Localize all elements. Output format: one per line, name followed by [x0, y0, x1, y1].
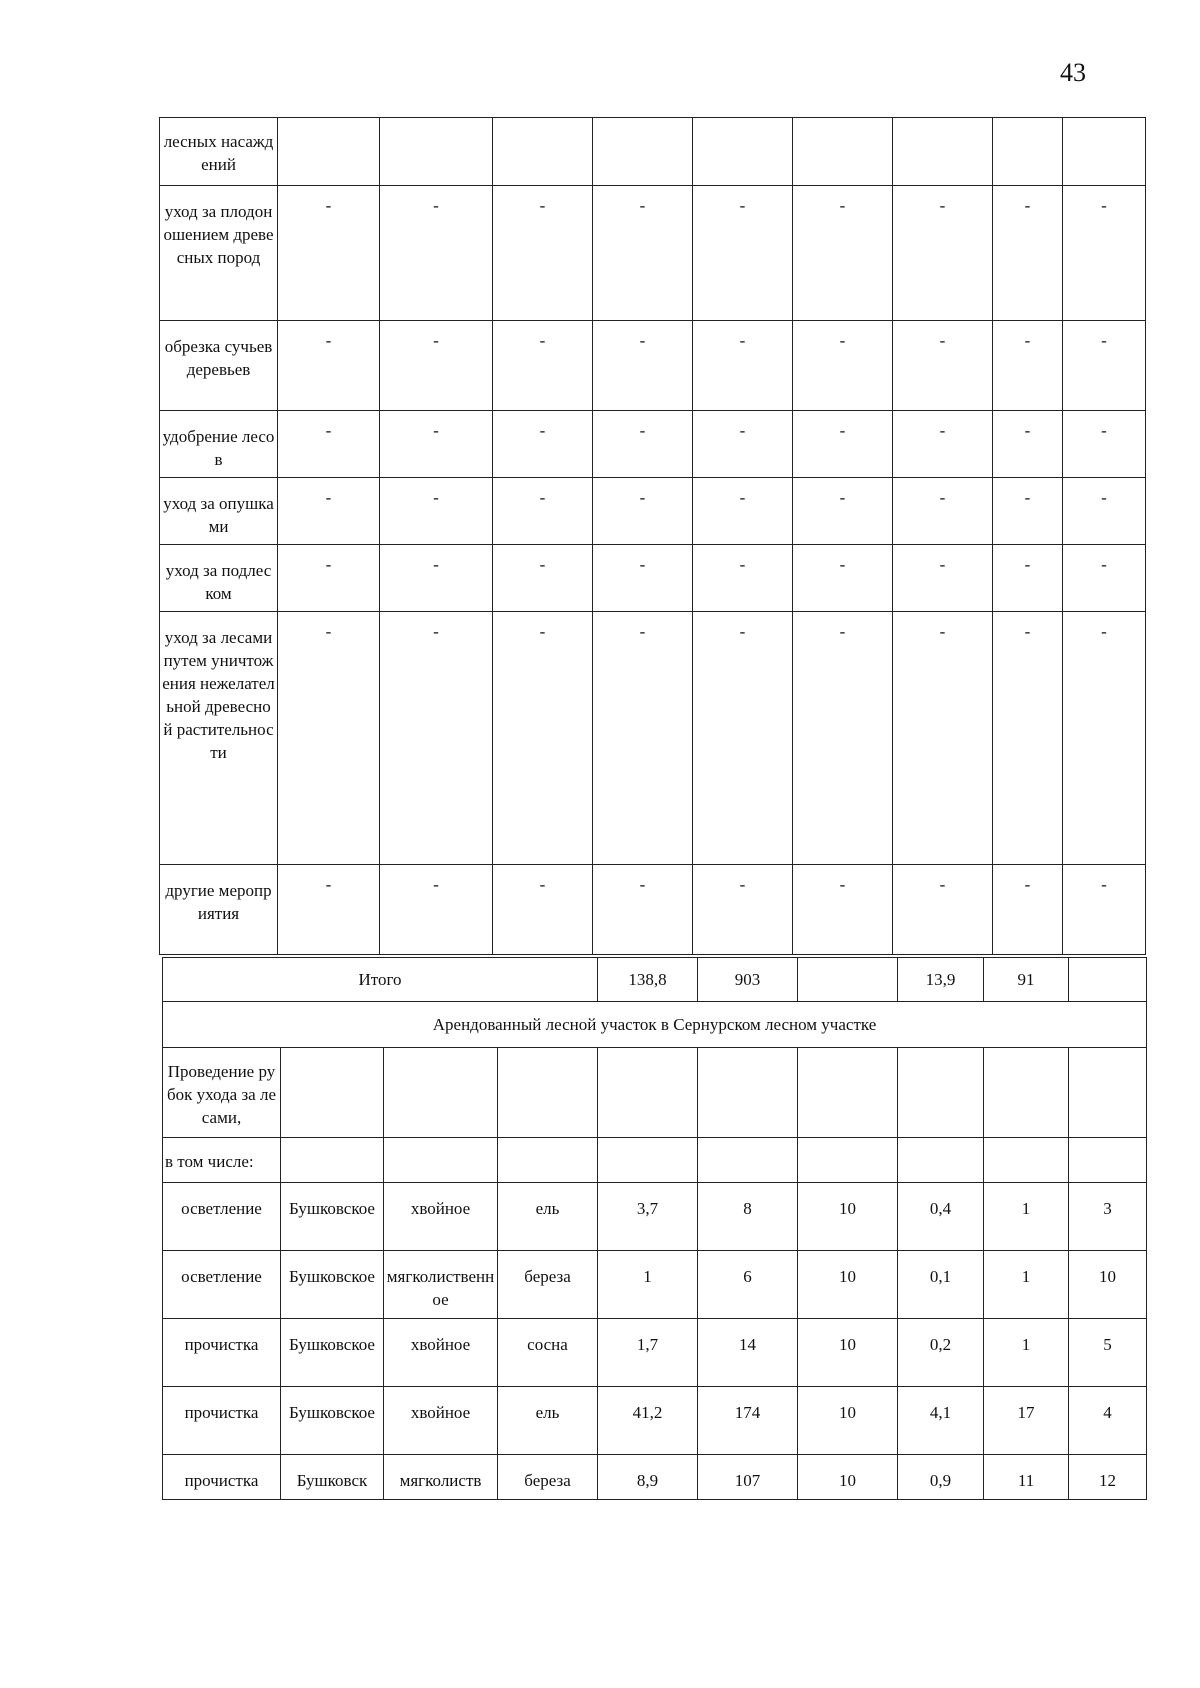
value-cell: 1 — [984, 1319, 1069, 1387]
value-cell: - — [993, 545, 1063, 612]
value-cell — [1063, 118, 1146, 186]
value-cell: 8 — [698, 1183, 798, 1251]
value-cell: 1 — [598, 1251, 698, 1319]
value-cell: - — [1063, 545, 1146, 612]
value-cell: 11 — [984, 1455, 1069, 1500]
value-cell: - — [693, 411, 793, 478]
value-cell — [278, 118, 380, 186]
total-value — [1069, 958, 1147, 1002]
tree-species: береза — [498, 1455, 598, 1500]
value-cell: - — [993, 321, 1063, 411]
value-cell: - — [1063, 612, 1146, 865]
value-cell: 0,1 — [898, 1251, 984, 1319]
species-group: хвойное — [384, 1183, 498, 1251]
section-title-row — [163, 1002, 1147, 1048]
value-cell — [498, 1048, 598, 1138]
total-value: 903 — [698, 958, 798, 1002]
measure-label: обрезка сучьев деревьев — [160, 321, 278, 411]
tree-species: ель — [498, 1387, 598, 1455]
value-cell: - — [278, 321, 380, 411]
forestry-name: Бушковское — [281, 1251, 384, 1319]
lease-table — [162, 957, 1147, 1500]
value-cell: - — [593, 612, 693, 865]
value-cell: - — [793, 545, 893, 612]
value-cell: - — [893, 411, 993, 478]
value-cell: 8,9 — [598, 1455, 698, 1500]
value-cell: 6 — [698, 1251, 798, 1319]
value-cell: - — [380, 186, 493, 321]
table-row — [160, 321, 1146, 411]
value-cell: - — [380, 612, 493, 865]
value-cell — [1069, 1138, 1147, 1183]
thinning-type: прочистка — [163, 1319, 281, 1387]
measures-table — [159, 117, 1146, 955]
value-cell — [493, 118, 593, 186]
value-cell — [593, 118, 693, 186]
value-cell: 10 — [798, 1387, 898, 1455]
value-cell — [898, 1048, 984, 1138]
value-cell: - — [278, 612, 380, 865]
value-cell: - — [893, 321, 993, 411]
table-row — [160, 118, 1146, 186]
table-row — [163, 1048, 1147, 1138]
value-cell: - — [1063, 411, 1146, 478]
value-cell: - — [593, 321, 693, 411]
value-cell — [384, 1138, 498, 1183]
value-cell: 0,2 — [898, 1319, 984, 1387]
table-row — [163, 1387, 1147, 1455]
value-cell: 1 — [984, 1251, 1069, 1319]
total-value: 91 — [984, 958, 1069, 1002]
value-cell: - — [278, 545, 380, 612]
table-row — [163, 1183, 1147, 1251]
species-group: хвойное — [384, 1387, 498, 1455]
value-cell — [380, 118, 493, 186]
tree-species: береза — [498, 1251, 598, 1319]
value-cell: - — [893, 186, 993, 321]
table-row — [160, 478, 1146, 545]
measure-label: уход за подлеском — [160, 545, 278, 612]
table-row — [160, 411, 1146, 478]
value-cell — [798, 1048, 898, 1138]
measure-label: в том числе: — [163, 1138, 281, 1183]
thinning-type: прочистка — [163, 1387, 281, 1455]
value-cell — [698, 1048, 798, 1138]
total-row — [163, 958, 1147, 1002]
value-cell: - — [493, 545, 593, 612]
species-group: мягколиственное — [384, 1251, 498, 1319]
value-cell: 3 — [1069, 1183, 1147, 1251]
value-cell: - — [493, 478, 593, 545]
value-cell: 17 — [984, 1387, 1069, 1455]
value-cell: - — [793, 612, 893, 865]
value-cell: - — [593, 545, 693, 612]
value-cell: - — [793, 321, 893, 411]
value-cell — [898, 1138, 984, 1183]
value-cell: - — [593, 411, 693, 478]
value-cell — [598, 1048, 698, 1138]
value-cell: 10 — [798, 1319, 898, 1387]
measure-label: уход за лесами путем уничтожения нежелательной древесной растительности — [160, 612, 278, 865]
value-cell: 10 — [1069, 1251, 1147, 1319]
value-cell: - — [1063, 865, 1146, 955]
value-cell — [384, 1048, 498, 1138]
value-cell: - — [278, 186, 380, 321]
value-cell: - — [380, 865, 493, 955]
value-cell — [598, 1138, 698, 1183]
value-cell: 5 — [1069, 1319, 1147, 1387]
value-cell — [1069, 1048, 1147, 1138]
value-cell: 107 — [698, 1455, 798, 1500]
value-cell: - — [1063, 321, 1146, 411]
value-cell — [984, 1138, 1069, 1183]
page-number: 43 — [1060, 58, 1086, 87]
section-title: Арендованный лесной участок в Сернурском лесном участке — [163, 1002, 1147, 1048]
value-cell — [693, 118, 793, 186]
value-cell: 1,7 — [598, 1319, 698, 1387]
value-cell: 174 — [698, 1387, 798, 1455]
value-cell — [698, 1138, 798, 1183]
value-cell: 10 — [798, 1455, 898, 1500]
species-group: мягколиств — [384, 1455, 498, 1500]
value-cell: 4 — [1069, 1387, 1147, 1455]
value-cell: - — [893, 865, 993, 955]
value-cell: - — [1063, 478, 1146, 545]
table-row — [160, 612, 1146, 865]
value-cell: - — [278, 478, 380, 545]
value-cell: 10 — [798, 1183, 898, 1251]
value-cell: 1 — [984, 1183, 1069, 1251]
value-cell: - — [493, 411, 593, 478]
species-group: хвойное — [384, 1319, 498, 1387]
value-cell: - — [993, 186, 1063, 321]
thinning-type: осветление — [163, 1183, 281, 1251]
measure-label: удобрение лесов — [160, 411, 278, 478]
value-cell — [893, 118, 993, 186]
value-cell: - — [893, 612, 993, 865]
value-cell: - — [493, 865, 593, 955]
value-cell: 3,7 — [598, 1183, 698, 1251]
value-cell: - — [693, 321, 793, 411]
value-cell — [993, 118, 1063, 186]
tree-species: сосна — [498, 1319, 598, 1387]
measure-label: уход за опушками — [160, 478, 278, 545]
value-cell: - — [493, 186, 593, 321]
value-cell: - — [380, 411, 493, 478]
value-cell: - — [693, 612, 793, 865]
value-cell: - — [793, 865, 893, 955]
value-cell: - — [1063, 186, 1146, 321]
value-cell: - — [893, 478, 993, 545]
forestry-name: Бушковское — [281, 1183, 384, 1251]
value-cell: - — [693, 545, 793, 612]
measure-label: лесных насаждений — [160, 118, 278, 186]
measure-label: уход за плодоношением древесных пород — [160, 186, 278, 321]
value-cell: - — [380, 321, 493, 411]
value-cell: - — [593, 186, 693, 321]
value-cell: - — [693, 478, 793, 545]
table-row — [160, 545, 1146, 612]
value-cell: - — [380, 478, 493, 545]
value-cell — [984, 1048, 1069, 1138]
value-cell: - — [793, 411, 893, 478]
value-cell: - — [993, 865, 1063, 955]
thinning-type: осветление — [163, 1251, 281, 1319]
table-row — [163, 1455, 1147, 1500]
value-cell: - — [693, 186, 793, 321]
value-cell: - — [693, 865, 793, 955]
value-cell: 4,1 — [898, 1387, 984, 1455]
value-cell: 10 — [798, 1251, 898, 1319]
measure-label: другие мероприятия — [160, 865, 278, 955]
thinning-type: прочистка — [163, 1455, 281, 1500]
tree-species: ель — [498, 1183, 598, 1251]
value-cell: - — [893, 545, 993, 612]
total-label: Итого — [163, 958, 598, 1002]
value-cell: - — [493, 612, 593, 865]
value-cell — [793, 118, 893, 186]
total-value: 138,8 — [598, 958, 698, 1002]
table-row — [160, 865, 1146, 955]
total-value — [798, 958, 898, 1002]
value-cell — [281, 1048, 384, 1138]
measure-label: Проведение рубок ухода за лесами, — [163, 1048, 281, 1138]
value-cell: 14 — [698, 1319, 798, 1387]
value-cell: - — [993, 612, 1063, 865]
value-cell — [281, 1138, 384, 1183]
value-cell: - — [793, 186, 893, 321]
value-cell: - — [793, 478, 893, 545]
forestry-name: Бушковское — [281, 1319, 384, 1387]
value-cell: 0,9 — [898, 1455, 984, 1500]
value-cell: - — [493, 321, 593, 411]
value-cell: - — [993, 478, 1063, 545]
forestry-name: Бушковск — [281, 1455, 384, 1500]
table-row — [160, 186, 1146, 321]
table-row — [163, 1319, 1147, 1387]
value-cell: 0,4 — [898, 1183, 984, 1251]
total-value: 13,9 — [898, 958, 984, 1002]
value-cell: - — [278, 865, 380, 955]
value-cell — [498, 1138, 598, 1183]
value-cell: - — [593, 865, 693, 955]
value-cell: - — [593, 478, 693, 545]
value-cell: - — [380, 545, 493, 612]
forestry-name: Бушковское — [281, 1387, 384, 1455]
value-cell: - — [278, 411, 380, 478]
table-row — [163, 1251, 1147, 1319]
value-cell — [798, 1138, 898, 1183]
value-cell: - — [993, 411, 1063, 478]
table-row — [163, 1138, 1147, 1183]
value-cell: 41,2 — [598, 1387, 698, 1455]
value-cell: 12 — [1069, 1455, 1147, 1500]
